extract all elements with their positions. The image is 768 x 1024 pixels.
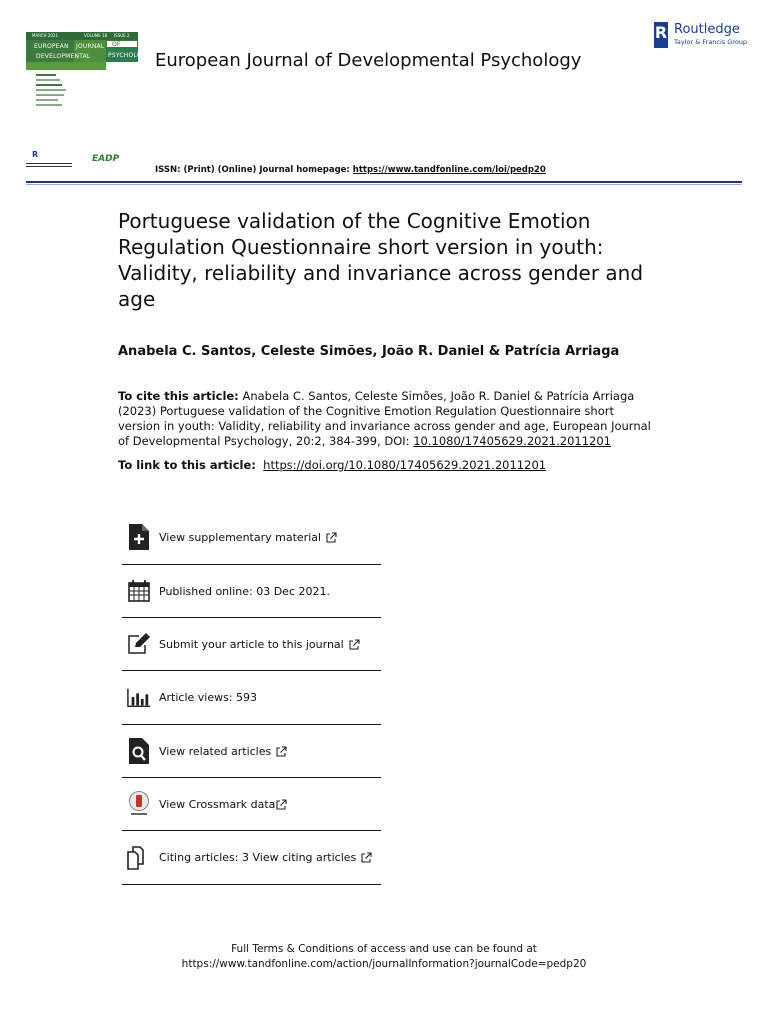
supplementary-material-row[interactable] bbox=[122, 510, 381, 565]
terms-footer bbox=[0, 942, 768, 972]
publisher-society-logos bbox=[26, 148, 136, 170]
article-views-text: Article views: 593 bbox=[159, 691, 258, 704]
related-articles-label: View related articles bbox=[159, 744, 272, 758]
external-link-icon bbox=[276, 742, 287, 761]
document-plus-icon bbox=[127, 525, 151, 549]
cover-title-block bbox=[26, 40, 151, 70]
published-online-row bbox=[122, 565, 381, 618]
cover-volume: VOLUME 18 bbox=[84, 33, 108, 38]
document-search-icon bbox=[127, 739, 151, 763]
crossmark-icon bbox=[127, 792, 151, 816]
article-link-line bbox=[118, 458, 546, 472]
article-authors: Anabela C. Santos, Celeste Simões, João R. Daniel & Patrícia Arriaga bbox=[118, 344, 620, 359]
publisher-name: Routledge bbox=[674, 22, 740, 37]
routledge-logo bbox=[654, 22, 749, 50]
external-link-icon bbox=[326, 528, 337, 547]
external-link-icon bbox=[349, 635, 360, 654]
submit-article-label: Submit your article to this journal bbox=[159, 637, 344, 651]
cover-word: PSYCHOLOGY bbox=[108, 52, 151, 59]
citing-articles-label: Citing articles: 3 View citing articles bbox=[159, 851, 357, 864]
link-label: To link to this article: bbox=[118, 458, 256, 472]
cover-issue-date: MARCH 2021 bbox=[32, 33, 59, 38]
issn-line bbox=[155, 165, 546, 175]
cover-word: JOURNAL bbox=[76, 43, 105, 50]
citation-block bbox=[118, 389, 658, 449]
citing-articles-row[interactable] bbox=[122, 831, 381, 885]
journal-cover-thumbnail bbox=[26, 32, 151, 118]
cover-issue-bar bbox=[26, 32, 138, 40]
cover-word: DEVELOPMENTAL bbox=[36, 53, 91, 60]
cover-word: EUROPEAN bbox=[34, 43, 69, 50]
copy-documents-icon bbox=[127, 846, 151, 870]
publisher-subtitle: Taylor & Francis Group bbox=[674, 38, 748, 46]
terms-text: Full Terms & Conditions of access and use can be found at bbox=[231, 943, 537, 955]
crossmark-row[interactable] bbox=[122, 778, 381, 831]
header-divider bbox=[26, 181, 742, 183]
doi-link[interactable]: 10.1080/17405629.2021.2011201 bbox=[413, 434, 611, 448]
header-divider-shadow bbox=[26, 184, 742, 185]
submit-article-row[interactable] bbox=[122, 618, 381, 671]
routledge-r-icon: R bbox=[654, 22, 668, 48]
article-views-row bbox=[122, 671, 381, 725]
published-date-text: Published online: 03 Dec 2021. bbox=[159, 584, 330, 598]
bar-chart-icon bbox=[127, 686, 151, 710]
issn-text: ISSN: (Print) (Online) Journal homepage: bbox=[155, 165, 353, 175]
article-url-link[interactable]: https://doi.org/10.1080/17405629.2021.2011201 bbox=[263, 458, 547, 472]
external-link-icon bbox=[361, 848, 372, 867]
journal-homepage-link[interactable]: https://www.tandfonline.com/loi/pedp20 bbox=[352, 165, 546, 175]
cover-editor-list bbox=[36, 74, 76, 109]
routledge-small-icon: R bbox=[32, 150, 39, 159]
supplementary-label: View supplementary material bbox=[159, 530, 322, 544]
cover-issue: ISSUE 2 bbox=[114, 33, 130, 38]
edit-pencil-icon bbox=[127, 632, 151, 656]
related-articles-row[interactable] bbox=[122, 725, 381, 778]
cover-word: OF bbox=[112, 41, 121, 48]
calendar-icon bbox=[127, 579, 151, 603]
external-link-icon bbox=[276, 795, 287, 814]
journal-title: European Journal of Developmental Psychology bbox=[155, 50, 582, 71]
crossmark-label: View Crossmark data bbox=[159, 797, 276, 811]
eadp-logo-icon: EADP bbox=[92, 154, 120, 164]
cite-text: Anabela C. Santos, Celeste Simões, João R. Daniel & Patrícia Arriaga (2023) Portuguese validation of the Cognitive Emotion Regulation Questionnaire short version in youth: Validity, reliability and invariance across gender and age, European Journal of Developmental Psychology, 20:2, 384-399, DOI: bbox=[118, 389, 651, 448]
cite-label: To cite this article: bbox=[118, 389, 239, 403]
terms-url[interactable]: https://www.tandfonline.com/action/journalInformation?journalCode=pedp20 bbox=[181, 958, 587, 970]
article-info-list bbox=[122, 510, 381, 885]
article-title: Portuguese validation of the Cognitive Emotion Regulation Questionnaire short version in youth: Validity, reliability and invariance across gender and age bbox=[118, 209, 644, 311]
